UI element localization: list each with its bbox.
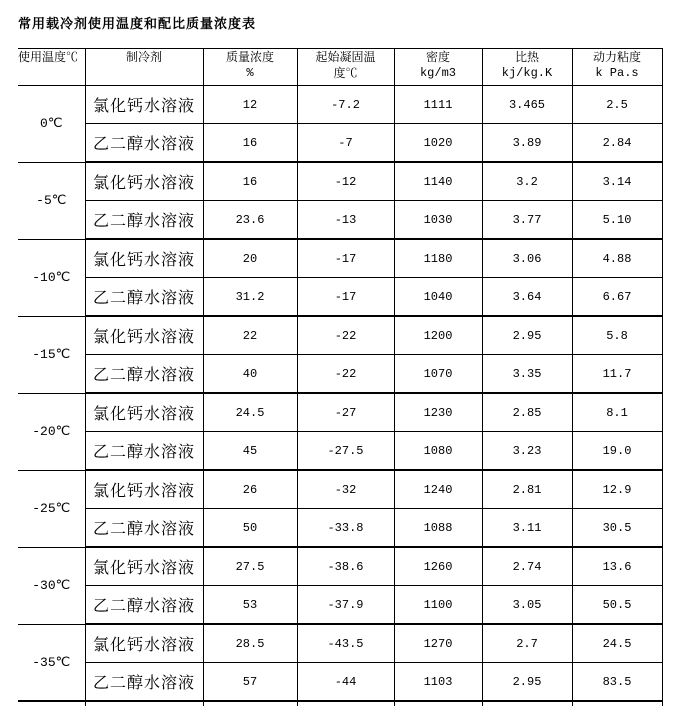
density-kg-m3-cell: 1260: [394, 547, 482, 586]
initial-freezing-temp-c-cell: -7.2: [297, 86, 394, 124]
refrigerant-cell: 乙二醇水溶液: [85, 432, 203, 471]
mass-concentration-pct-cell: 40: [203, 355, 297, 394]
mass-concentration-pct-cell: 28.5: [203, 624, 297, 663]
header-line: 使用温度℃: [18, 49, 85, 65]
initial-freezing-temp-c-cell: -27: [297, 393, 394, 432]
column-header-2: [85, 49, 203, 86]
mass-concentration-pct-cell: 23.6: [203, 201, 297, 240]
dynamic-viscosity-kpas-cell: 13.6: [572, 547, 662, 586]
table-row: [18, 86, 662, 124]
density-kg-m3-cell: 1088: [394, 509, 482, 548]
dynamic-viscosity-kpas-cell: 6.67: [572, 278, 662, 317]
refrigerant-cell: 氯化钙水溶液: [85, 239, 203, 278]
dynamic-viscosity-kpas-cell: 83.5: [572, 663, 662, 702]
table-row: [18, 624, 662, 663]
initial-freezing-temp-c-cell: -22: [297, 355, 394, 394]
gridline-stub: [85, 701, 203, 706]
gridline-stub: [297, 701, 394, 706]
dynamic-viscosity-kpas-cell: 4.88: [572, 239, 662, 278]
mass-concentration-pct-cell: 20: [203, 239, 297, 278]
header-line: %: [204, 65, 297, 81]
dynamic-viscosity-kpas-cell: 5.8: [572, 316, 662, 355]
density-kg-m3-cell: 1140: [394, 162, 482, 201]
initial-freezing-temp-c-cell: -27.5: [297, 432, 394, 471]
table-row: [18, 393, 662, 432]
density-kg-m3-cell: 1030: [394, 201, 482, 240]
refrigerant-cell: 氯化钙水溶液: [85, 547, 203, 586]
initial-freezing-temp-c-cell: -37.9: [297, 586, 394, 625]
table-row: [18, 663, 662, 702]
specific-heat-kj-kgk-cell: 3.11: [482, 509, 572, 548]
dynamic-viscosity-kpas-cell: 12.9: [572, 470, 662, 509]
specific-heat-kj-kgk-cell: 3.64: [482, 278, 572, 317]
dynamic-viscosity-kpas-cell: 24.5: [572, 624, 662, 663]
refrigerant-cell: 乙二醇水溶液: [85, 278, 203, 317]
specific-heat-kj-kgk-cell: 3.05: [482, 586, 572, 625]
initial-freezing-temp-c-cell: -22: [297, 316, 394, 355]
gridline-stub-row: [18, 701, 662, 706]
gridline-stub: [394, 701, 482, 706]
header-line: kg/m3: [395, 65, 482, 81]
dynamic-viscosity-kpas-cell: 11.7: [572, 355, 662, 394]
table-row: [18, 201, 662, 240]
initial-freezing-temp-c-cell: -17: [297, 239, 394, 278]
refrigerant-cell: 氯化钙水溶液: [85, 86, 203, 124]
dynamic-viscosity-kpas-cell: 2.5: [572, 86, 662, 124]
initial-freezing-temp-c-cell: -13: [297, 201, 394, 240]
table-title: 常用载冷剂使用温度和配比质量浓度表: [18, 13, 256, 32]
dynamic-viscosity-kpas-cell: 19.0: [572, 432, 662, 471]
header-line: 起始凝固温: [298, 49, 394, 65]
specific-heat-kj-kgk-cell: 2.85: [482, 393, 572, 432]
table-row: [18, 432, 662, 471]
density-kg-m3-cell: 1230: [394, 393, 482, 432]
density-kg-m3-cell: 1111: [394, 86, 482, 124]
specific-heat-kj-kgk-cell: 2.81: [482, 470, 572, 509]
mass-concentration-pct-cell: 27.5: [203, 547, 297, 586]
temperature-cell: -10℃: [18, 239, 85, 316]
temperature-cell: 0℃: [18, 86, 85, 163]
density-kg-m3-cell: 1040: [394, 278, 482, 317]
refrigerant-cell: 乙二醇水溶液: [85, 355, 203, 394]
density-kg-m3-cell: 1070: [394, 355, 482, 394]
mass-concentration-pct-cell: 53: [203, 586, 297, 625]
column-header-1: [18, 49, 85, 86]
gridline-stub: [572, 701, 662, 706]
specific-heat-kj-kgk-cell: 3.77: [482, 201, 572, 240]
specific-heat-kj-kgk-cell: 3.465: [482, 86, 572, 124]
mass-concentration-pct-cell: 26: [203, 470, 297, 509]
density-kg-m3-cell: 1240: [394, 470, 482, 509]
table-row: [18, 239, 662, 278]
initial-freezing-temp-c-cell: -33.8: [297, 509, 394, 548]
dynamic-viscosity-kpas-cell: 2.84: [572, 124, 662, 163]
column-header-4: [297, 49, 394, 86]
mass-concentration-pct-cell: 45: [203, 432, 297, 471]
specific-heat-kj-kgk-cell: 3.06: [482, 239, 572, 278]
temperature-cell: -5℃: [18, 162, 85, 239]
mass-concentration-pct-cell: 57: [203, 663, 297, 702]
gridline-stub: [482, 701, 572, 706]
dynamic-viscosity-kpas-cell: 30.5: [572, 509, 662, 548]
density-kg-m3-cell: 1020: [394, 124, 482, 163]
specific-heat-kj-kgk-cell: 3.35: [482, 355, 572, 394]
initial-freezing-temp-c-cell: -43.5: [297, 624, 394, 663]
refrigerant-cell: 氯化钙水溶液: [85, 162, 203, 201]
header-line: k Pa.s: [573, 65, 662, 81]
specific-heat-kj-kgk-cell: 2.95: [482, 316, 572, 355]
table-row: [18, 470, 662, 509]
mass-concentration-pct-cell: 31.2: [203, 278, 297, 317]
dynamic-viscosity-kpas-cell: 5.10: [572, 201, 662, 240]
specific-heat-kj-kgk-cell: 2.74: [482, 547, 572, 586]
refrigerant-cell: 乙二醇水溶液: [85, 201, 203, 240]
temperature-cell: -20℃: [18, 393, 85, 470]
table-row: [18, 316, 662, 355]
temperature-cell: -30℃: [18, 547, 85, 624]
table-row: [18, 162, 662, 201]
header-line: 比热: [483, 49, 572, 65]
header-line: 密度: [395, 49, 482, 65]
header-line: 质量浓度: [204, 49, 297, 65]
gridline-stub: [203, 701, 297, 706]
coolant-table: [18, 48, 663, 706]
density-kg-m3-cell: 1200: [394, 316, 482, 355]
density-kg-m3-cell: 1270: [394, 624, 482, 663]
column-header-7: [572, 49, 662, 86]
table-row: [18, 124, 662, 163]
refrigerant-cell: 乙二醇水溶液: [85, 124, 203, 163]
refrigerant-cell: 氯化钙水溶液: [85, 316, 203, 355]
refrigerant-cell: 乙二醇水溶液: [85, 509, 203, 548]
specific-heat-kj-kgk-cell: 2.95: [482, 663, 572, 702]
density-kg-m3-cell: 1180: [394, 239, 482, 278]
refrigerant-cell: 氯化钙水溶液: [85, 624, 203, 663]
refrigerant-cell: 乙二醇水溶液: [85, 586, 203, 625]
density-kg-m3-cell: 1103: [394, 663, 482, 702]
dynamic-viscosity-kpas-cell: 8.1: [572, 393, 662, 432]
mass-concentration-pct-cell: 16: [203, 162, 297, 201]
initial-freezing-temp-c-cell: -7: [297, 124, 394, 163]
column-header-5: [394, 49, 482, 86]
temperature-cell: -25℃: [18, 470, 85, 547]
mass-concentration-pct-cell: 16: [203, 124, 297, 163]
dynamic-viscosity-kpas-cell: 50.5: [572, 586, 662, 625]
initial-freezing-temp-c-cell: -12: [297, 162, 394, 201]
gridline-stub: [18, 701, 85, 706]
header-line: 度℃: [298, 65, 394, 81]
table-body: [18, 86, 662, 706]
header-line: kj/kg.K: [483, 65, 572, 81]
initial-freezing-temp-c-cell: -17: [297, 278, 394, 317]
temperature-cell: -15℃: [18, 316, 85, 393]
mass-concentration-pct-cell: 22: [203, 316, 297, 355]
initial-freezing-temp-c-cell: -38.6: [297, 547, 394, 586]
mass-concentration-pct-cell: 50: [203, 509, 297, 548]
mass-concentration-pct-cell: 24.5: [203, 393, 297, 432]
density-kg-m3-cell: 1080: [394, 432, 482, 471]
table-row: [18, 278, 662, 317]
column-header-3: [203, 49, 297, 86]
header-line: 制冷剂: [86, 49, 203, 65]
table-row: [18, 355, 662, 394]
specific-heat-kj-kgk-cell: 3.89: [482, 124, 572, 163]
initial-freezing-temp-c-cell: -44: [297, 663, 394, 702]
refrigerant-cell: 氯化钙水溶液: [85, 470, 203, 509]
column-header-6: [482, 49, 572, 86]
table-row: [18, 547, 662, 586]
header-row: [18, 49, 662, 86]
dynamic-viscosity-kpas-cell: 3.14: [572, 162, 662, 201]
mass-concentration-pct-cell: 12: [203, 86, 297, 124]
density-kg-m3-cell: 1100: [394, 586, 482, 625]
header-line: 动力粘度: [573, 49, 662, 65]
refrigerant-cell: 氯化钙水溶液: [85, 393, 203, 432]
refrigerant-cell: 乙二醇水溶液: [85, 663, 203, 702]
specific-heat-kj-kgk-cell: 3.2: [482, 162, 572, 201]
initial-freezing-temp-c-cell: -32: [297, 470, 394, 509]
table-row: [18, 586, 662, 625]
temperature-cell: -35℃: [18, 624, 85, 701]
table-header: [18, 49, 662, 86]
table-row: [18, 509, 662, 548]
specific-heat-kj-kgk-cell: 3.23: [482, 432, 572, 471]
specific-heat-kj-kgk-cell: 2.7: [482, 624, 572, 663]
